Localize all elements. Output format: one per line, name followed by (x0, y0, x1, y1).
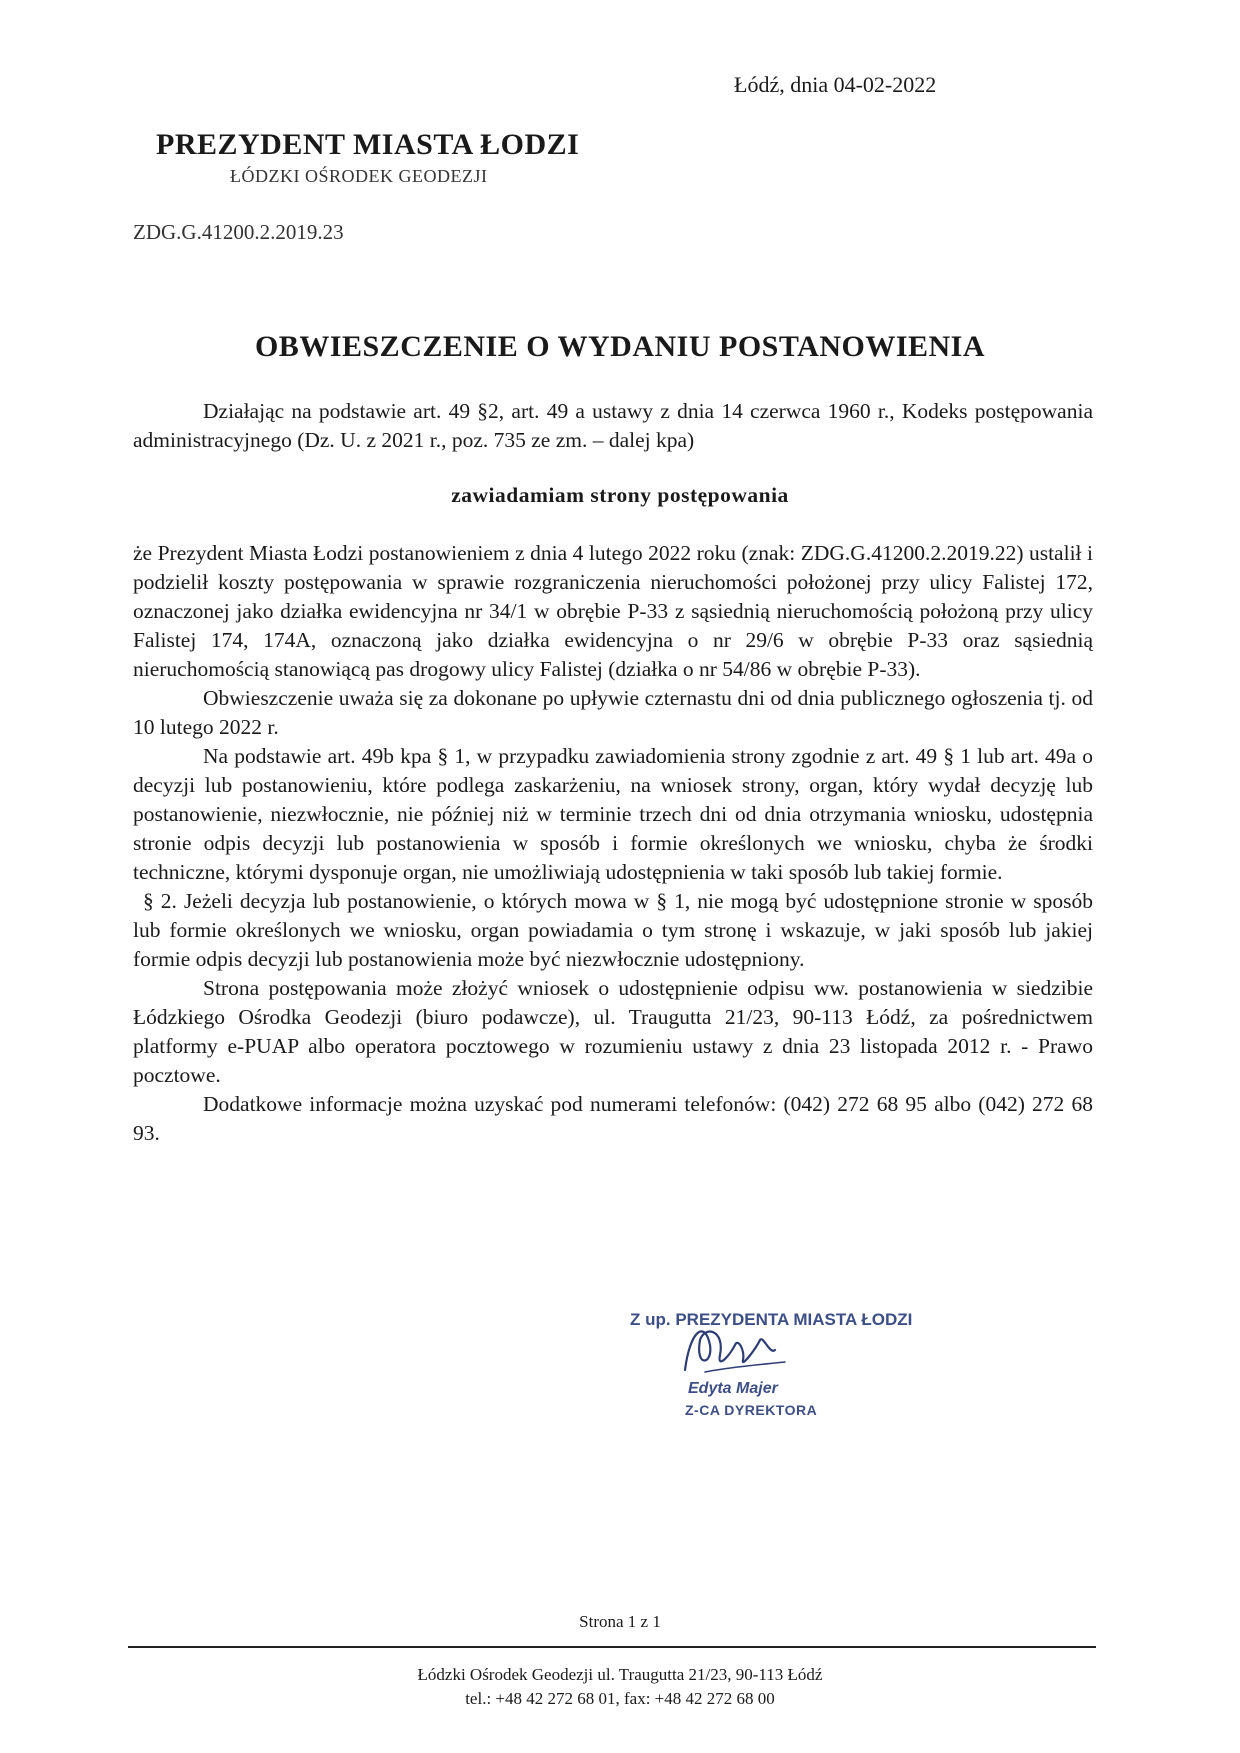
body-paragraph-5: Strona postępowania może złożyć wniosek o udostępnienie odpisu ww. postanowienia w siedzibie Łódzkiego Ośrodka Geodezji (biuro podawcze), ul. Traugutta 21/23, 90-113 Łódź, za pośrednictwem platformy e-PUAP albo operatora pocztowego w rozumieniu ustawy z dnia 23 listopada 2012 r. - Prawo pocztowe. (133, 976, 1093, 1087)
body-paragraph-6: Dodatkowe informacje można uzyskać pod numerami telefonów: (042) 272 68 95 albo (042) 272 68 93. (133, 1092, 1093, 1145)
signature-stamp-line1: Z up. PREZYDENTA MIASTA ŁODZI (630, 1310, 913, 1329)
document-body (133, 539, 1093, 1148)
footer-divider (128, 1646, 1096, 1648)
intro-paragraph (133, 397, 1093, 455)
handwritten-signature-icon (665, 1310, 815, 1390)
body-paragraph-1: że Prezydent Miasta Łodzi postanowieniem z dnia 4 lutego 2022 roku (znak: ZDG.G.41200.2.2019.22) ustalił i podzielił koszty postępowania w sprawie rozgraniczenia nieruchomości położonej przy ulicy Falistej 172, oznaczonej jako działka ewidencyjna nr 34/1 w obrębie P-33 z sąsiednią nieruchomością położoną przy ulicy Falistej 174, 174A, oznaczoną jako działka ewidencyjna o nr 29/6 w obrębie P-33 oraz sąsiednią nieruchomością stanowiącą pas drogowy ulicy Falistej (działka o nr 54/86 w obrębie P-33). (133, 541, 1093, 681)
signature-stamp-name: Edyta Majer (688, 1380, 778, 1397)
body-paragraph-2: Obwieszczenie uważa się za dokonane po upływie czternastu dni od dnia publicznego ogłoszenia tj. od 10 lutego 2022 r. (133, 686, 1093, 739)
organization-title: PREZYDENT MIASTA ŁODZI (156, 128, 580, 161)
intro-text: Działając na podstawie art. 49 §2, art. 49 a ustawy z dnia 14 czerwca 1960 r., Kodeks postępowania administracyjnego (Dz. U. z 2021 r., poz. 735 ze zm. – dalej kpa) (133, 399, 1093, 452)
document-title: OBWIESZCZENIE O WYDANIU POSTANOWIENIA (254, 330, 986, 363)
footer-contact: tel.: +48 42 272 68 01, fax: +48 42 272 68 00 (465, 1689, 775, 1708)
footer-address: Łódzki Ośrodek Geodezji ul. Traugutta 21/23, 90-113 Łódź (417, 1665, 823, 1684)
body-paragraph-3: Na podstawie art. 49b kpa § 1, w przypadku zawiadomienia strony zgodnie z art. 49 § 1 lub art. 49a o decyzji lub postanowieniu, które podlega zaskarżeniu, na wniosek strony, organ, który wydał decyzję lub postanowienie, niezwłocznie, nie później niż w terminie trzech dni od dnia otrzymania wniosku, udostępnia stronie odpis decyzji lub postanowienia w sposób i formie określonych we wniosku, chyba że środki techniczne, którymi dysponuje organ, nie umożliwiają udostępnienia w taki sposób lub takiej formie. (133, 744, 1093, 884)
organization-subtitle: ŁÓDZKI OŚRODEK GEODEZJI (230, 166, 488, 186)
page-number: Strona 1 z 1 (579, 1612, 661, 1631)
signature-stamp-position: Z-CA DYREKTORA (685, 1402, 818, 1418)
notify-heading: zawiadamiam strony postępowania (451, 483, 789, 507)
reference-number: ZDG.G.41200.2.2019.23 (133, 220, 344, 244)
document-date: Łódź, dnia 04-02-2022 (734, 72, 937, 97)
body-paragraph-4: § 2. Jeżeli decyzja lub postanowienie, o których mowa w § 1, nie mogą być udostępnione stronie w sposób lub formie określonych we wniosku, organ powiadamia o tym stronę i wskazuje, w jaki sposób lub jakiej formie odpis decyzji lub postanowienia może być niezwłocznie udostępniony. (133, 889, 1093, 971)
